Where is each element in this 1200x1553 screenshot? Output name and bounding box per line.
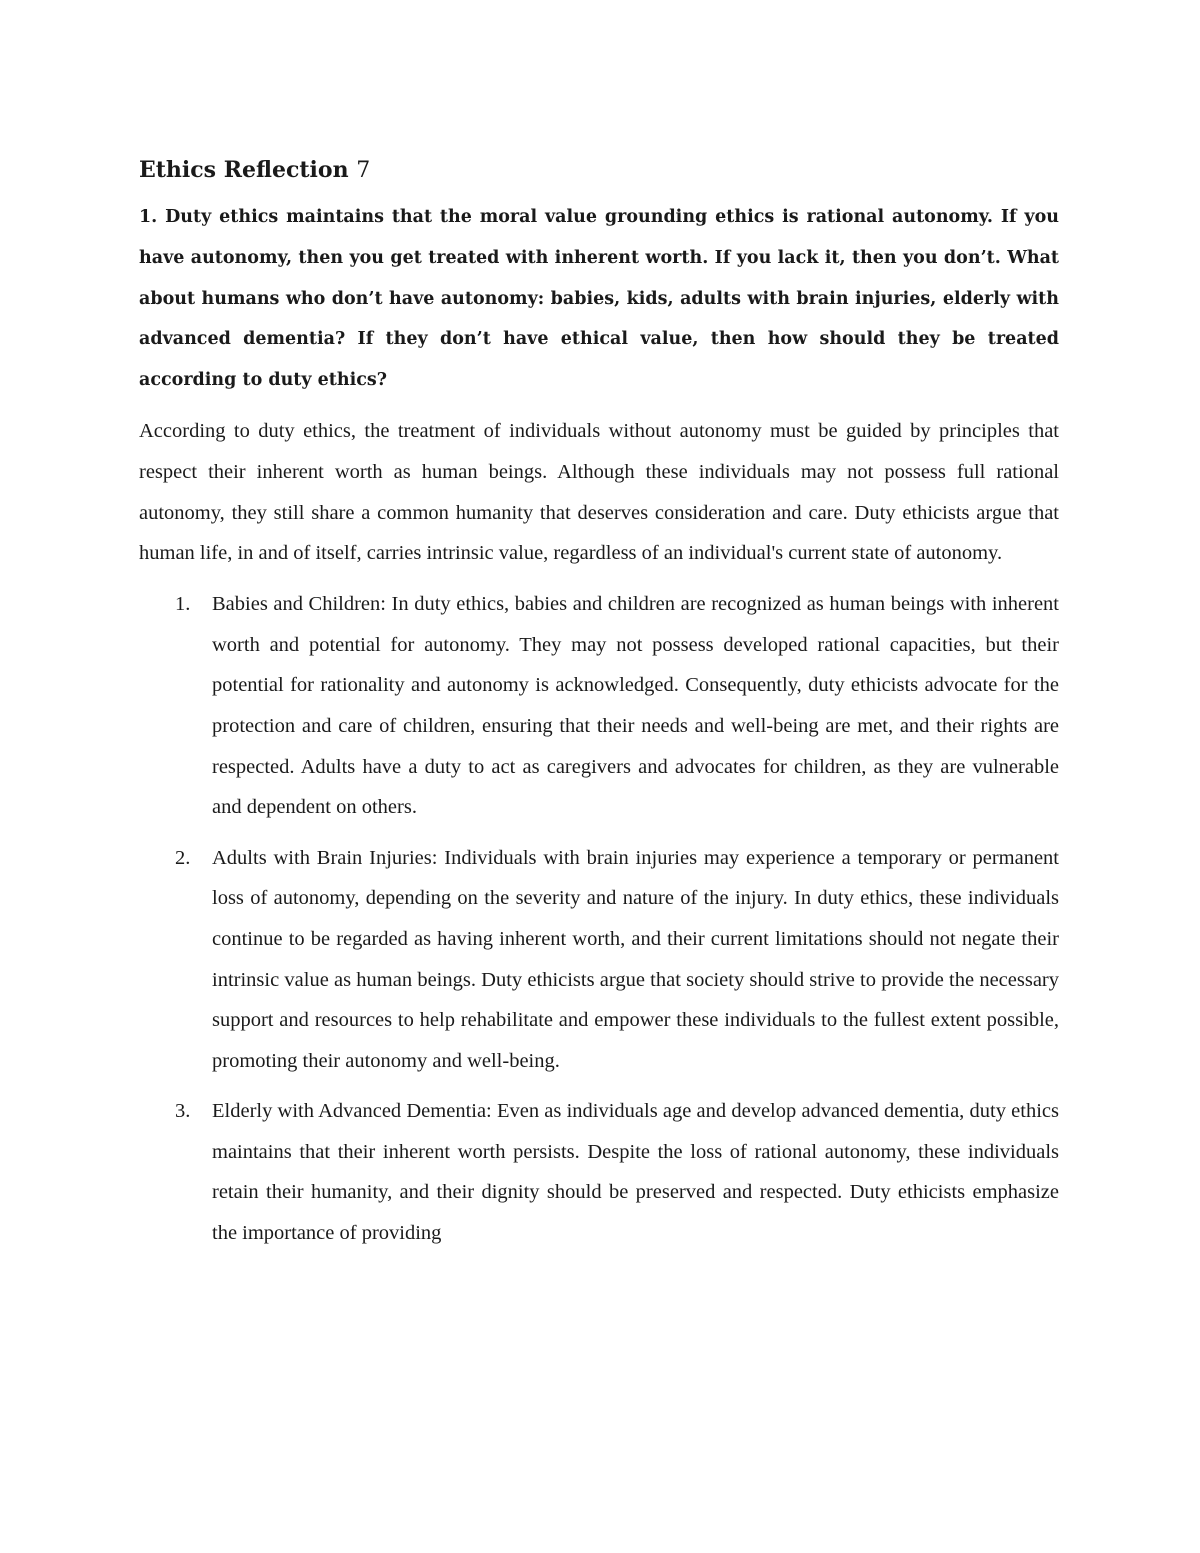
list-item-number: 2. (175, 846, 191, 869)
title-number: 7 (356, 158, 371, 183)
title-text: Ethics Reflection (139, 157, 349, 183)
question-paragraph: 1. Duty ethics maintains that the moral value grounding ethics is rational autonomy. If you have autonomy, then you get treated with inherent worth. If you lack it, then you don’t. What about humans who don’t have autonomy: babies, kids, adults with brain injuries, elderly with advanced dementia? If they don’t have ethical value, then how should they be treated according to duty ethics? (139, 207, 1059, 391)
list-item-text: Adults with Brain Injuries: Individuals with brain injuries may experience a temporary or permanent loss of autonomy, depending on the severity and nature of the injury. In duty ethics, these individuals continue to be regarded as having inherent worth, and their current limitations should not negate their intrinsic value as human beings. Duty ethicists argue that society should strive to provide the necessary support and resources to help rehabilitate and empower these individuals to the fullest extent possible, promoting their autonomy and well-being. (212, 846, 1059, 1072)
list-item-number: 3. (175, 1100, 191, 1123)
numbered-list (139, 584, 1059, 1254)
list-item-text: Babies and Children: In duty ethics, babies and children are recognized as human beings with inherent worth and potential for autonomy. They may not possess developed rational capacities, but their potential for rationality and autonomy is acknowledged. Consequently, duty ethicists advocate for the protection and care of children, ensuring that their needs and well-being are met, and their rights are respected. Adults have a duty to act as caregivers and advocates for children, as they are vulnerable and dependent on others. (212, 593, 1059, 819)
document-title (139, 150, 1059, 191)
list-item-text: Elderly with Advanced Dementia: Even as individuals age and develop advanced dementia, duty ethics maintains that their inherent worth persists. Despite the loss of rational autonomy, these individuals retain their humanity, and their dignity should be preserved and respected. Duty ethicists emphasize the importance of providing (212, 1100, 1059, 1245)
list-item-advanced-dementia (139, 1091, 1059, 1253)
list-item-number: 1. (175, 593, 191, 616)
list-item-brain-injuries (139, 838, 1059, 1082)
answer-intro-paragraph: According to duty ethics, the treatment of individuals without autonomy must be guided by principles that respect their inherent worth as human beings. Although these individuals may not possess full rational autonomy, they still share a common humanity that deserves consideration and care. Duty ethicists argue that human life, in and of itself, carries intrinsic value, regardless of an individual's current state of autonomy. (139, 419, 1059, 565)
document-page (139, 150, 1059, 1264)
list-item-babies-children (139, 584, 1059, 828)
